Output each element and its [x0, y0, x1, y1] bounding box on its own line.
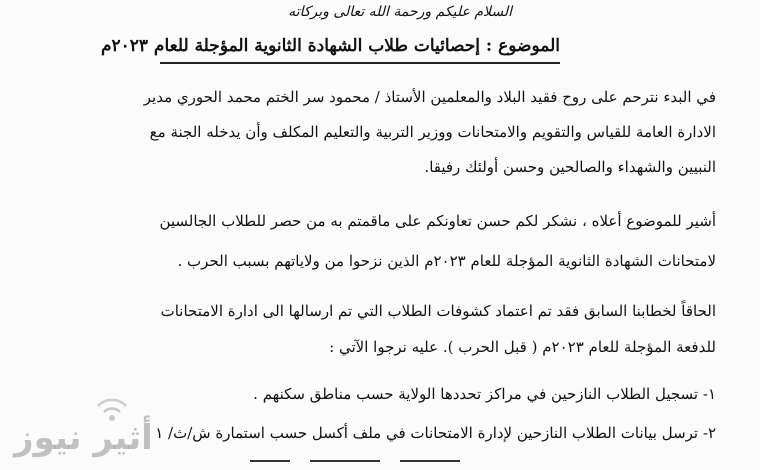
subject-line: الموضوع : إحصائيات طلاب الشهادة الثانوية المؤجلة للعام ٢٠٢٣م — [100, 36, 560, 56]
watermark-logo — [6, 392, 156, 470]
paragraph3-line1: الحاقاً لخطابنا السابق فقد تم اعتماد كشوفات الطلاب التي تم ارسالها الى ادارة الامتحانات — [160, 302, 716, 320]
paragraph3-line2: للدفعة المؤجلة للعام ٢٠٢٣م ( قبل الحرب ). عليه نرجوا الآتي : — [329, 338, 716, 356]
list-item: ٢- ترسل بيانات الطلاب النازحين لإدارة الامتحانات في ملف أكسل حسب استمارة ش/ث/ ١ — [155, 424, 716, 442]
paragraph1-line3: النبيين والشهداء والصالحين وحسن أولئك رفيقا. — [424, 158, 716, 176]
subject-underline — [160, 62, 560, 64]
watermark-text: أثير نيوز — [14, 418, 153, 458]
paragraph2-line2: لامتحانات الشهادة الثانوية المؤجلة للعام ٢٠٢٣م الذين نزحوا من ولاياتهم بسبب الحرب . — [177, 252, 716, 270]
paragraph1-line1: في البدء نترحم على روح فقيد البلاد والمعلمين الأستاذ / محمود سر الختم محمد الحوري مدير — [143, 88, 716, 106]
paragraph1-line2: الادارة العامة للقياس والتقويم والامتحانات ووزير التربية والتعليم المكلف وأن يدخله الجنة مع — [149, 123, 716, 141]
list-item: ١- تسجيل الطلاب النازحين في مراكز تحددها الولاية حسب مناطق سكنهم . — [253, 385, 716, 403]
cropped-text-fragment — [240, 458, 500, 470]
greeting: السلام عليكم ورحمة الله تعالى وبركاته — [288, 4, 512, 20]
paragraph2-line1: أشير للموضوع أعلاه ، نشكر لكم حسن تعاونكم على ماقمتم به من حصر للطلاب الجالسين — [159, 212, 716, 230]
